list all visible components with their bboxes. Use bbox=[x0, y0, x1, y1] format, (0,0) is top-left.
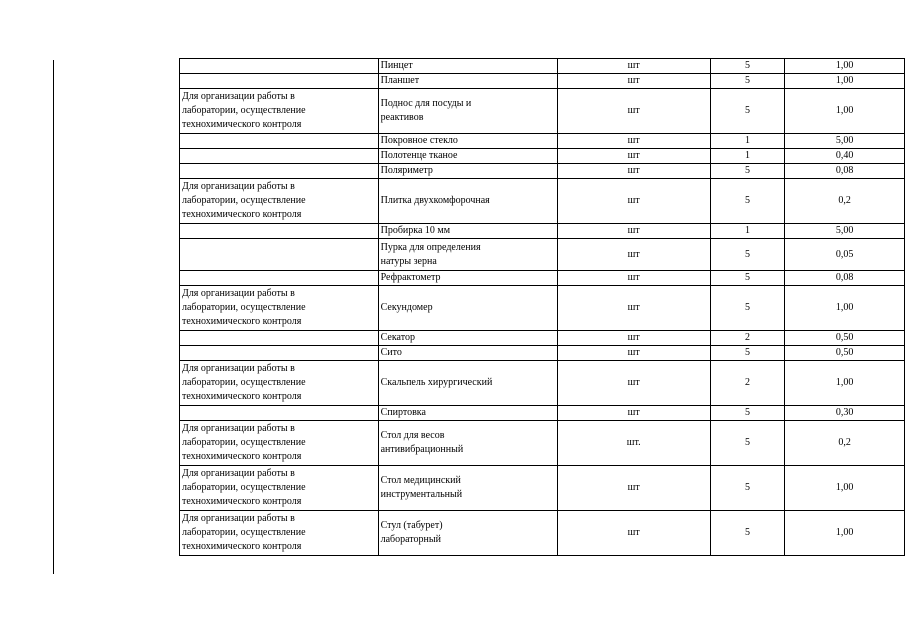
purpose-cell bbox=[180, 346, 379, 361]
item-name-text: Стол для весов антивибрационный bbox=[380, 430, 464, 455]
quantity-cell bbox=[710, 361, 784, 406]
quantity-cell bbox=[710, 179, 784, 224]
item-name-text: Поляриметр bbox=[380, 165, 433, 176]
equipment-table-body bbox=[180, 59, 905, 556]
quantity-text: 2 bbox=[745, 377, 751, 388]
item-name-cell bbox=[378, 421, 557, 466]
value-cell bbox=[785, 59, 905, 74]
value-cell bbox=[785, 421, 905, 466]
table-row bbox=[180, 89, 905, 134]
item-name-cell bbox=[378, 361, 557, 406]
unit-cell bbox=[557, 224, 710, 239]
table-row bbox=[180, 361, 905, 406]
unit-cell bbox=[557, 406, 710, 421]
unit-cell bbox=[557, 331, 710, 346]
purpose-text: Для организации работы в лаборатории, осуществление технохимического контроля bbox=[182, 423, 306, 462]
item-name-cell bbox=[378, 271, 557, 286]
unit-text: шт bbox=[627, 482, 640, 493]
item-name-text: Секундомер bbox=[380, 302, 433, 313]
item-name-text: Поднос для посуды и реактивов bbox=[380, 98, 472, 123]
purpose-cell bbox=[180, 224, 379, 239]
value-cell bbox=[785, 224, 905, 239]
item-name-text: Пробирка 10 мм bbox=[380, 225, 451, 236]
table-row bbox=[180, 331, 905, 346]
purpose-text: Для организации работы в лаборатории, осуществление технохимического контроля bbox=[182, 363, 306, 402]
unit-cell bbox=[557, 271, 710, 286]
purpose-cell bbox=[180, 239, 379, 271]
quantity-text: 5 bbox=[745, 195, 751, 206]
item-name-cell bbox=[378, 466, 557, 511]
item-name-cell bbox=[378, 511, 557, 556]
table-row bbox=[180, 149, 905, 164]
quantity-text: 5 bbox=[745, 437, 751, 448]
value-cell bbox=[785, 179, 905, 224]
value-text: 5,00 bbox=[835, 135, 854, 146]
quantity-cell bbox=[710, 511, 784, 556]
purpose-cell bbox=[180, 149, 379, 164]
quantity-cell bbox=[710, 286, 784, 331]
value-text: 5,00 bbox=[835, 225, 854, 236]
purpose-cell bbox=[180, 89, 379, 134]
table-row bbox=[180, 346, 905, 361]
item-name-cell bbox=[378, 406, 557, 421]
unit-cell bbox=[557, 59, 710, 74]
unit-text: шт bbox=[627, 225, 640, 236]
value-cell bbox=[785, 406, 905, 421]
purpose-cell bbox=[180, 361, 379, 406]
quantity-cell bbox=[710, 149, 784, 164]
item-name-cell bbox=[378, 239, 557, 271]
quantity-cell bbox=[710, 74, 784, 89]
quantity-text: 5 bbox=[745, 347, 751, 358]
item-name-text: Секатор bbox=[380, 332, 415, 343]
unit-text: шт bbox=[627, 60, 640, 71]
value-cell bbox=[785, 331, 905, 346]
equipment-table bbox=[179, 58, 905, 556]
quantity-text: 5 bbox=[745, 75, 751, 86]
purpose-cell bbox=[180, 286, 379, 331]
unit-text: шт bbox=[627, 165, 640, 176]
unit-cell bbox=[557, 286, 710, 331]
item-name-text: Сито bbox=[380, 347, 402, 358]
purpose-text: Для организации работы в лаборатории, осуществление технохимического контроля bbox=[182, 513, 306, 552]
value-text: 1,00 bbox=[835, 482, 854, 493]
unit-cell bbox=[557, 179, 710, 224]
table-row bbox=[180, 466, 905, 511]
item-name-text: Полотенце тканое bbox=[380, 150, 458, 161]
value-text: 0,05 bbox=[835, 248, 854, 260]
item-name-cell bbox=[378, 149, 557, 164]
value-cell bbox=[785, 89, 905, 134]
quantity-cell bbox=[710, 224, 784, 239]
quantity-text: 5 bbox=[745, 165, 751, 176]
quantity-cell bbox=[710, 239, 784, 271]
purpose-cell bbox=[180, 466, 379, 511]
quantity-cell bbox=[710, 59, 784, 74]
quantity-cell bbox=[710, 346, 784, 361]
table-row bbox=[180, 134, 905, 149]
value-text: 1,00 bbox=[835, 302, 854, 313]
value-cell bbox=[785, 164, 905, 179]
item-name-text: Спиртовка bbox=[380, 407, 426, 418]
quantity-text: 5 bbox=[745, 527, 751, 538]
quantity-cell bbox=[710, 466, 784, 511]
table-row bbox=[180, 271, 905, 286]
item-name-cell bbox=[378, 134, 557, 149]
unit-cell bbox=[557, 511, 710, 556]
item-name-cell bbox=[378, 59, 557, 74]
quantity-text: 5 bbox=[745, 248, 751, 260]
item-name-text: Стол медицинский инструментальный bbox=[380, 475, 463, 500]
quantity-text: 1 bbox=[745, 150, 751, 161]
unit-cell bbox=[557, 149, 710, 164]
value-text: 0,2 bbox=[838, 195, 851, 206]
purpose-cell bbox=[180, 511, 379, 556]
purpose-text: Для организации работы в лаборатории, осуществление технохимического контроля bbox=[182, 288, 306, 327]
unit-cell bbox=[557, 346, 710, 361]
quantity-text: 2 bbox=[745, 332, 751, 343]
item-name-text: Стул (табурет) лабораторный bbox=[380, 520, 443, 545]
unit-text: шт bbox=[627, 377, 640, 388]
table-row bbox=[180, 286, 905, 331]
table-row bbox=[180, 164, 905, 179]
value-cell bbox=[785, 74, 905, 89]
item-name-cell bbox=[378, 89, 557, 134]
margin-rule bbox=[53, 60, 54, 574]
unit-text: шт bbox=[627, 195, 640, 206]
value-text: 0,50 bbox=[835, 332, 854, 343]
purpose-cell bbox=[180, 331, 379, 346]
value-text: 0,08 bbox=[835, 165, 854, 176]
purpose-cell bbox=[180, 59, 379, 74]
unit-cell bbox=[557, 361, 710, 406]
table-row bbox=[180, 59, 905, 74]
unit-text: шт bbox=[627, 135, 640, 146]
quantity-cell bbox=[710, 89, 784, 134]
quantity-text: 1 bbox=[745, 225, 751, 236]
quantity-cell bbox=[710, 421, 784, 466]
unit-cell bbox=[557, 164, 710, 179]
unit-text: шт bbox=[627, 407, 640, 418]
quantity-cell bbox=[710, 134, 784, 149]
unit-text: шт bbox=[627, 527, 640, 538]
unit-text: шт bbox=[627, 302, 640, 313]
purpose-cell bbox=[180, 179, 379, 224]
value-cell bbox=[785, 361, 905, 406]
value-text: 0,08 bbox=[835, 272, 854, 283]
unit-cell bbox=[557, 421, 710, 466]
unit-cell bbox=[557, 89, 710, 134]
quantity-cell bbox=[710, 164, 784, 179]
purpose-cell bbox=[180, 421, 379, 466]
quantity-text: 5 bbox=[745, 482, 751, 493]
value-cell bbox=[785, 149, 905, 164]
purpose-text: Для организации работы в лаборатории, осуществление технохимического контроля bbox=[182, 468, 306, 507]
unit-cell bbox=[557, 134, 710, 149]
quantity-text: 1 bbox=[745, 135, 751, 146]
unit-text: шт. bbox=[626, 437, 641, 448]
item-name-cell bbox=[378, 331, 557, 346]
item-name-text: Пурка для определения натуры зерна bbox=[380, 241, 481, 267]
quantity-text: 5 bbox=[745, 105, 751, 116]
unit-text: шт bbox=[627, 75, 640, 86]
unit-cell bbox=[557, 74, 710, 89]
value-text: 0,50 bbox=[835, 347, 854, 358]
item-name-text: Рефрактометр bbox=[380, 272, 441, 283]
purpose-text: Для организации работы в лаборатории, осуществление технохимического контроля bbox=[182, 91, 306, 130]
value-cell bbox=[785, 346, 905, 361]
quantity-text: 5 bbox=[745, 60, 751, 71]
unit-text: шт bbox=[627, 272, 640, 283]
table-row bbox=[180, 421, 905, 466]
purpose-cell bbox=[180, 74, 379, 89]
purpose-text: Для организации работы в лаборатории, осуществление технохимического контроля bbox=[182, 181, 306, 220]
item-name-text: Пинцет bbox=[380, 60, 413, 71]
value-text: 0,40 bbox=[835, 150, 854, 161]
value-text: 1,00 bbox=[835, 75, 854, 86]
table-row bbox=[180, 406, 905, 421]
purpose-cell bbox=[180, 271, 379, 286]
table-row bbox=[180, 224, 905, 239]
item-name-cell bbox=[378, 224, 557, 239]
purpose-cell bbox=[180, 134, 379, 149]
unit-text: шт bbox=[627, 332, 640, 343]
table-row bbox=[180, 239, 905, 271]
table-row bbox=[180, 74, 905, 89]
unit-text: шт bbox=[627, 150, 640, 161]
item-name-text: Плитка двухкомфорочная bbox=[380, 195, 490, 206]
table-row bbox=[180, 511, 905, 556]
quantity-cell bbox=[710, 331, 784, 346]
table-row bbox=[180, 179, 905, 224]
value-cell bbox=[785, 271, 905, 286]
value-cell bbox=[785, 286, 905, 331]
unit-cell bbox=[557, 466, 710, 511]
value-cell bbox=[785, 466, 905, 511]
purpose-cell bbox=[180, 164, 379, 179]
item-name-cell bbox=[378, 346, 557, 361]
value-text: 0,30 bbox=[835, 407, 854, 418]
value-cell bbox=[785, 239, 905, 271]
value-text: 1,00 bbox=[835, 377, 854, 388]
value-text: 1,00 bbox=[835, 60, 854, 71]
item-name-text: Покровное стекло bbox=[380, 135, 458, 146]
unit-text: шт bbox=[627, 248, 640, 260]
item-name-cell bbox=[378, 164, 557, 179]
value-cell bbox=[785, 511, 905, 556]
quantity-text: 5 bbox=[745, 407, 751, 418]
quantity-cell bbox=[710, 271, 784, 286]
purpose-cell bbox=[180, 406, 379, 421]
quantity-text: 5 bbox=[745, 302, 751, 313]
item-name-cell bbox=[378, 286, 557, 331]
item-name-text: Скальпель хирургический bbox=[380, 377, 493, 388]
value-cell bbox=[785, 134, 905, 149]
value-text: 1,00 bbox=[835, 105, 854, 116]
quantity-cell bbox=[710, 406, 784, 421]
quantity-text: 5 bbox=[745, 272, 751, 283]
item-name-cell bbox=[378, 179, 557, 224]
item-name-text: Планшет bbox=[380, 75, 420, 86]
item-name-cell bbox=[378, 74, 557, 89]
unit-text: шт bbox=[627, 347, 640, 358]
unit-text: шт bbox=[627, 105, 640, 116]
unit-cell bbox=[557, 239, 710, 271]
value-text: 1,00 bbox=[835, 527, 854, 538]
value-text: 0,2 bbox=[838, 437, 851, 448]
